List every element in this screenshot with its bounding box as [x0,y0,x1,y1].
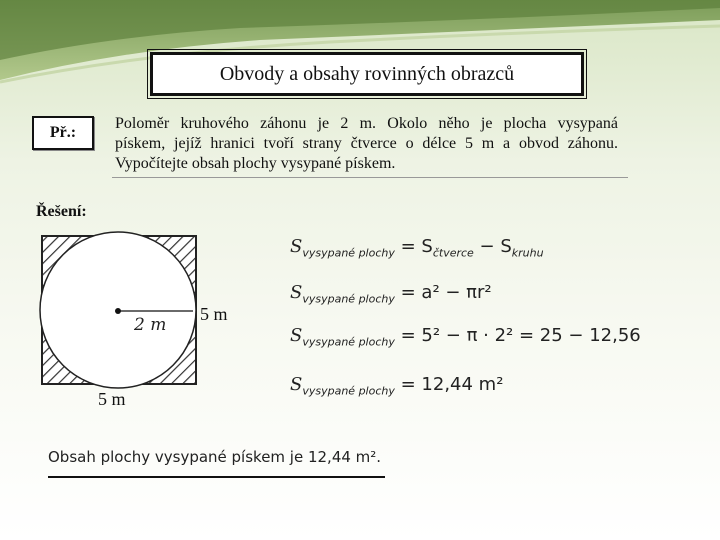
equation-2 [290,282,492,306]
eq4-lhs: S [290,374,303,395]
eq4-rhs: = 12,44 m² [400,374,504,395]
problem-line-3: Vypočítejte obsah plochy vysypané pískem. [115,155,396,172]
eq4-lhs-sub: vysypané plochy [302,384,395,398]
eq2-lhs: S [290,282,303,303]
eq1-lhs-sub: vysypané plochy [302,246,395,260]
radius-label: 2 m [134,315,167,335]
equation-4 [290,374,503,398]
eq3-lhs: S [290,325,303,346]
eq3-lhs-sub: vysypané plochy [302,335,395,349]
eq2-rhs: = a² − πr² [400,282,492,303]
solution-label: Řešení: [36,203,87,220]
eq2-lhs-sub: vysypané plochy [302,292,395,306]
eq1-rest: = S [400,236,433,257]
example-label: Př.: [32,116,94,150]
equation-3 [290,325,641,349]
final-answer: Obsah plochy vysypané pískem je 12,44 m². [48,448,385,478]
side-bottom-label: 5 m [98,389,126,409]
eq3-rhs: = 5² − π · 2² = 25 − 12,56 [400,325,641,346]
eq1-rest-sub2: kruhu [511,246,544,260]
side-right-label: 5 m [200,304,228,324]
eq1-lhs: S [290,236,303,257]
eq1-rest2: − S [473,236,512,257]
slide-title: Obvody a obsahy rovinných obrazců [150,52,584,96]
problem-line-2: pískem, jejíž hranici tvoří strany čtverce o délce 5 m a obvod záhonu. [115,135,618,152]
eq1-rest-sub1: čtverce [432,246,474,260]
problem-line-1: Poloměr kruhového záhonu je 2 m. Okolo něho je plocha vysypaná [115,115,618,132]
equation-1 [290,236,544,260]
